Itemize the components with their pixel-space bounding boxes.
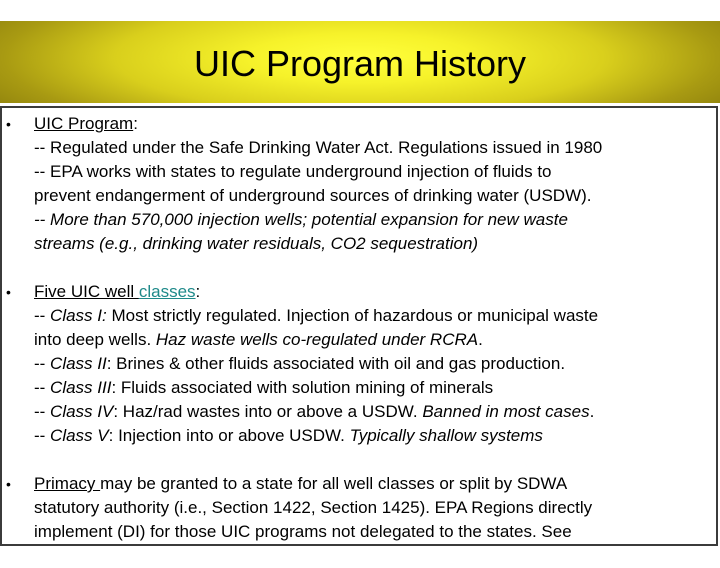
slide-content (0, 112, 720, 568)
class-3-line: -- Class III: Fluids associated with solution mining of minerals (34, 378, 494, 397)
bullet-primacy (0, 472, 720, 544)
class-5-line: -- Class V: Injection into or above USDW. Typically shallow systems (34, 426, 543, 445)
class-1-line: -- Class I: Most strictly regulated. Injection of hazardous or municipal waste (34, 306, 599, 325)
text-line: implement (DI) for those UIC programs not delegated to the states. See (34, 522, 572, 541)
primacy-label: Primacy (34, 474, 101, 493)
text-line: prevent endangerment of underground sources of drinking water (USDW). (34, 186, 592, 205)
bullet-well-classes (0, 280, 720, 448)
classes-link[interactable]: classes (138, 282, 196, 301)
text-line: statutory authority (i.e., Section 1422, Section 1425). EPA Regions directly (34, 498, 593, 517)
text-line: -- Regulated under the Safe Drinking Water Act. Regulations issued in 1980 (34, 138, 603, 157)
text-line: -- More than 570,000 injection wells; potential expansion for new waste (34, 210, 568, 229)
bullet-dot: • (6, 284, 11, 300)
class-4-line: -- Class IV: Haz/rad wastes into or above a USDW. Banned in most cases. (34, 402, 595, 421)
bullet-dot: • (6, 116, 11, 132)
text-line: Primacy may be granted to a state for all well classes or split by SDWA (34, 474, 568, 493)
bullet-dot: • (6, 476, 11, 492)
slide-title: UIC Program History (193, 43, 527, 84)
text-line: -- EPA works with states to regulate underground injection of fluids to (34, 162, 552, 181)
bullet-heading: UIC Program: (34, 114, 138, 133)
uic-program-label: UIC Program (34, 114, 134, 133)
class-1-cont-line: into deep wells. Haz waste wells co-regulated under RCRA. (34, 330, 483, 349)
class-2-line: -- Class II: Brines & other fluids associated with oil and gas production. (34, 354, 566, 373)
bullet-uic-program (0, 112, 720, 256)
bullet-heading: Five UIC well classes: (34, 282, 201, 301)
text-line: streams (e.g., drinking water residuals, CO2 sequestration) (34, 234, 479, 253)
